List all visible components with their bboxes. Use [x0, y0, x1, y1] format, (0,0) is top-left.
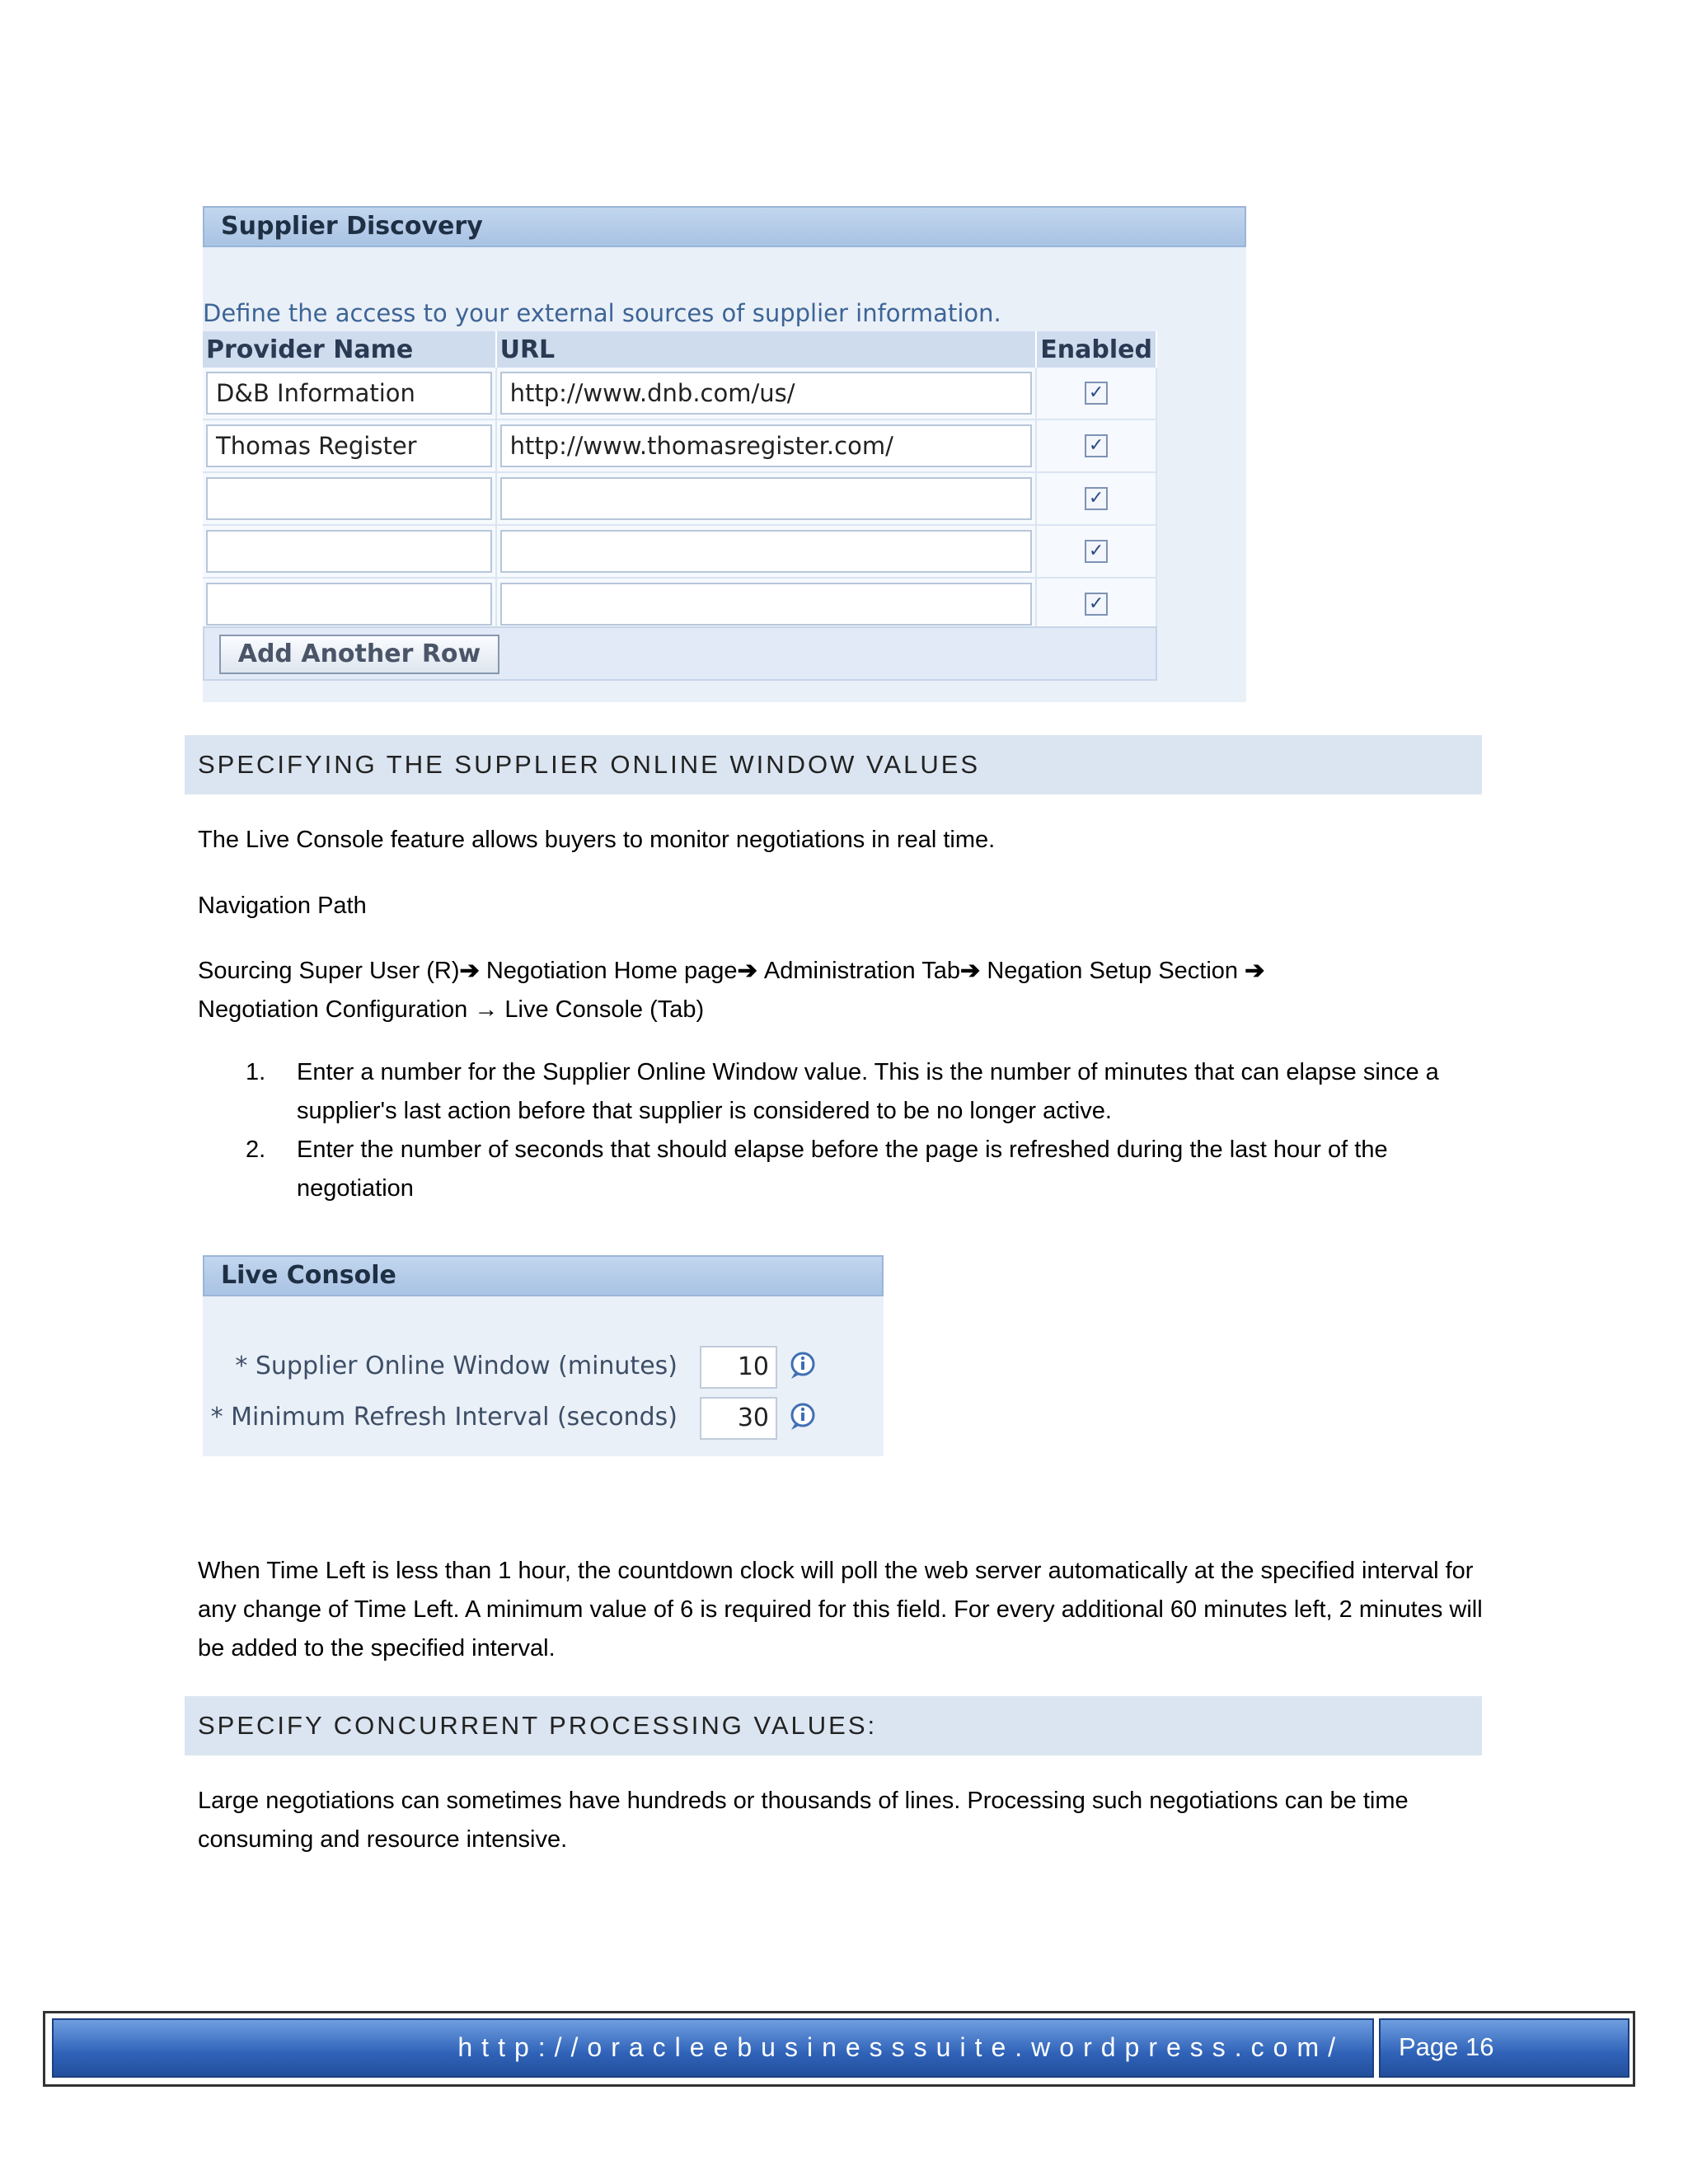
- table-row: [203, 578, 1156, 630]
- list-item: 2. Enter the number of seconds that should elapse before the page is refreshed during the last hour of the negotiation: [246, 1137, 1388, 1202]
- step-text: Enter a number for the Supplier Online Window value. This is the number of minutes that can elapse since a supplier's last action before that supplier is considered to be no longer active.: [297, 1059, 1439, 1124]
- table-row: [203, 419, 1156, 472]
- arrow-icon: ➔: [959, 958, 987, 984]
- nav-step: Negotiation Home page: [485, 958, 738, 984]
- nav-step: Negation Setup Section: [987, 958, 1239, 984]
- live-console-title: Live Console: [203, 1255, 884, 1296]
- supplier-discovery-panel: [203, 206, 1246, 702]
- table-row: [203, 472, 1156, 525]
- section-heading-concurrent-processing: SPECIFY CONCURRENT PROCESSING VALUES:: [185, 1696, 1482, 1755]
- supplier-online-window-row: [203, 1346, 884, 1387]
- concurrent-processing-paragraph: Large negotiations can sometimes have hundreds or thousands of lines. Processing such negotiations can be time consuming and resource intensive.: [198, 1788, 1409, 1853]
- live-console-intro: The Live Console feature allows buyers to monitor negotiations in real time.: [198, 827, 996, 853]
- url-input[interactable]: [500, 530, 1033, 573]
- nav-step: Sourcing Super User (R): [198, 958, 460, 984]
- provider-name-input[interactable]: D&B Information: [206, 372, 492, 415]
- add-another-row-button[interactable]: Add Another Row: [219, 635, 499, 674]
- nav-step: Negotiation Configuration: [198, 996, 468, 1023]
- url-input[interactable]: [500, 583, 1033, 626]
- steps-list: [198, 1053, 1484, 1208]
- arrow-icon: ➔: [737, 958, 764, 984]
- page-footer: [43, 2011, 1635, 2087]
- provider-name-input[interactable]: Thomas Register: [206, 424, 492, 467]
- footer-url: http://oracleebusinesssuite.wordpress.com/: [52, 2018, 1374, 2078]
- supplier-discovery-description: Define the access to your external sources of supplier information.: [203, 299, 1001, 327]
- url-input[interactable]: [500, 477, 1033, 520]
- table-row: [203, 525, 1156, 578]
- time-left-paragraph: When Time Left is less than 1 hour, the countdown clock will poll the web server automatically at the specified interval for any change of Time Left. A minimum value of 6 is required for this field. For every additional 60 minutes left, 2 minutes will be added to the specified interval.: [198, 1558, 1483, 1661]
- supplier-provider-table: [203, 331, 1157, 631]
- column-header-enabled: Enabled: [1036, 331, 1156, 368]
- nav-step: Administration Tab: [763, 958, 960, 984]
- page-number: Page 16: [1379, 2018, 1629, 2078]
- url-input[interactable]: http://www.dnb.com/us/: [500, 372, 1033, 415]
- list-item: 1. Enter a number for the Supplier Online Window value. This is the number of minutes that can elapse since a supplier's last action before that supplier is considered to be no longer active.: [246, 1059, 1439, 1124]
- arrow-icon: →: [467, 996, 505, 1023]
- live-console-panel: [203, 1255, 884, 1456]
- arrow-icon: ➔: [1238, 958, 1265, 984]
- step-text: Enter the number of seconds that should elapse before the page is refreshed during the last hour of the negotiation: [297, 1137, 1388, 1202]
- column-header-provider-name: Provider Name: [203, 331, 496, 368]
- provider-name-input[interactable]: [206, 583, 492, 626]
- section-heading-online-window: SPECIFYING THE SUPPLIER ONLINE WINDOW VALUES: [185, 735, 1482, 794]
- enabled-checkbox[interactable]: ✓: [1085, 593, 1108, 616]
- supplier-online-window-label: * Supplier Online Window (minutes): [235, 1352, 678, 1380]
- provider-name-input[interactable]: [206, 477, 492, 520]
- url-input[interactable]: http://www.thomasregister.com/: [500, 424, 1033, 467]
- table-footer: [203, 626, 1157, 681]
- navigation-path: [198, 952, 1484, 1029]
- table-row: [203, 368, 1156, 419]
- navigation-path-label: Navigation Path: [198, 893, 367, 919]
- info-icon[interactable]: [788, 1402, 818, 1432]
- provider-name-input[interactable]: [206, 530, 492, 573]
- enabled-checkbox[interactable]: ✓: [1085, 487, 1108, 510]
- column-header-url: URL: [496, 331, 1037, 368]
- supplier-discovery-title: Supplier Discovery: [203, 206, 1246, 247]
- arrow-icon: ➔: [459, 958, 486, 984]
- enabled-checkbox[interactable]: ✓: [1085, 540, 1108, 563]
- nav-step: Live Console (Tab): [504, 996, 705, 1023]
- minimum-refresh-interval-input[interactable]: 30: [700, 1397, 777, 1440]
- minimum-refresh-interval-label: * Minimum Refresh Interval (seconds): [210, 1403, 678, 1432]
- enabled-checkbox[interactable]: ✓: [1085, 382, 1108, 405]
- enabled-checkbox[interactable]: ✓: [1085, 434, 1108, 457]
- info-icon[interactable]: [788, 1351, 818, 1380]
- supplier-online-window-input[interactable]: 10: [700, 1346, 777, 1389]
- minimum-refresh-interval-row: [203, 1397, 884, 1438]
